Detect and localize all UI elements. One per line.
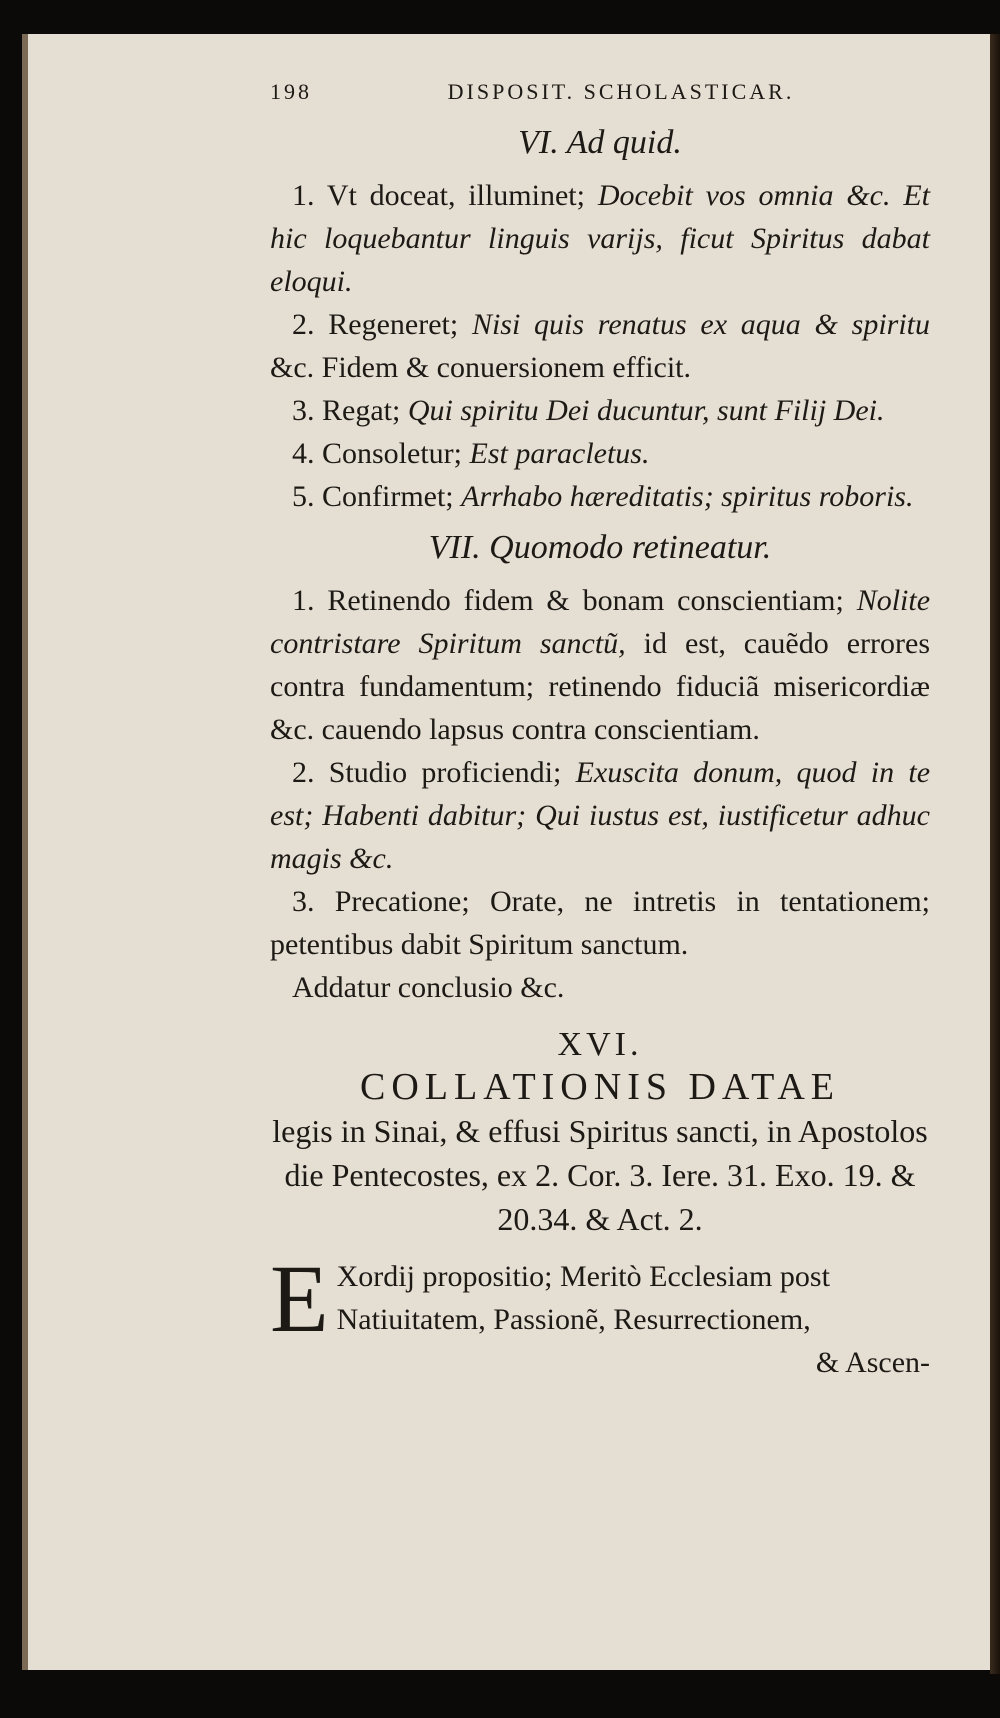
s7-item-1: 1. Retinendo fidem & bonam conscientiam; Nolite contristare Spiritum sanctũ, id est, cauẽdo errores contra fundamentum; retinendo fiduciã misericordiæ &c. cauendo lapsus contra conscientiam. bbox=[270, 584, 931, 746]
book-spine bbox=[990, 34, 1000, 1674]
drop-cap: E bbox=[270, 1245, 329, 1352]
exordium bbox=[270, 1245, 930, 1384]
page-number: 198 bbox=[270, 79, 312, 104]
page-text bbox=[270, 70, 930, 1384]
running-header bbox=[270, 70, 930, 113]
s7-item-3: 3. Precatione; Orate, ne intretis in tentationem; petentibus dabit Spiritum sanctum. bbox=[270, 885, 930, 961]
section-6-title: VI. Ad quid. bbox=[518, 124, 682, 161]
s6-item-5: 5. Confirmet; Arrhabo hæreditatis; spiritus roboris. bbox=[292, 480, 914, 513]
exordium-text: Xordij propositio; Meritò Ecclesiam post Natiuitatem, Passionẽ, Resurrectionem, bbox=[336, 1260, 830, 1336]
s6-item-4: 4. Consoletur; Est paracletus. bbox=[292, 437, 650, 470]
s6-item-1: 1. Vt doceat, illuminet; Docebit vos omnia &c. Et hic loquebantur linguis varijs, ficut Spiritus dabat eloqui. bbox=[270, 179, 930, 298]
section-16-number: XVI. bbox=[557, 1026, 643, 1063]
s7-item-2: 2. Studio proficiendi; Exuscita donum, quod in te est; Habenti dabitur; Qui iustus est, iustificetur adhuc magis &c. bbox=[270, 756, 931, 875]
s6-item-3: 3. Regat; Qui spiritu Dei ducuntur, sunt Filij Dei. bbox=[292, 394, 885, 427]
section-7-title: VII. Quomodo retineatur. bbox=[428, 529, 772, 566]
exordium-continuation: & Ascen- bbox=[815, 1346, 930, 1379]
section-16-title-rest: legis in Sinai, & effusi Spiritus sancti, in Apostolos die Pentecostes, ex 2. Cor. 3. Iere. 31. Exo. 19. & 20.34. & Act. 2. bbox=[272, 1113, 928, 1237]
s7-conclusion: Addatur conclusio &c. bbox=[292, 971, 565, 1004]
s6-item-2: 2. Regeneret; Nisi quis renatus ex aqua & spiritu &c. Fidem & conuersionem efficit. bbox=[270, 308, 930, 384]
section-16-title-caps: COLLATIONIS DATAE bbox=[360, 1066, 840, 1108]
running-title: DISPOSIT. SCHOLASTICAR. bbox=[447, 79, 795, 104]
